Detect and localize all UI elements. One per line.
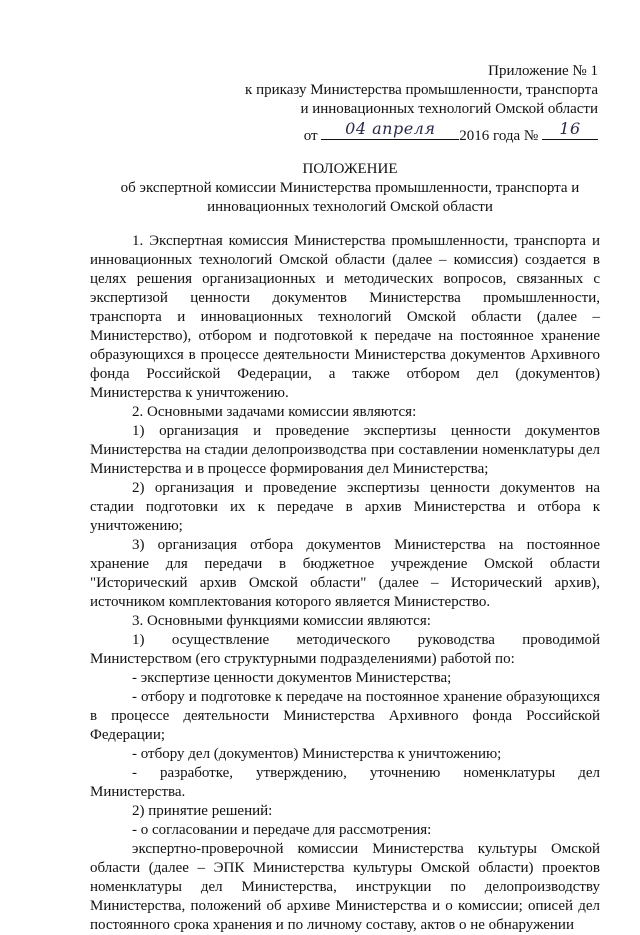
appendix-header — [218, 62, 598, 146]
order-reference-line-1: к приказу Министерства промышленности, транспорта — [245, 82, 598, 98]
order-reference-line-2: и инновационных технологий Омской области — [300, 101, 598, 117]
appendix-number: Приложение № 1 — [488, 63, 598, 79]
list-item-transfer: - отбору и подготовке к передаче на постоянное хранение образующихся в процессе деятельности Министерства Архивного фонда Российской Федерации; — [90, 689, 600, 743]
document-body — [90, 232, 600, 935]
paragraph-3: 3. Основными функциями комиссии являются: — [132, 613, 431, 629]
handwritten-date: 04 апреля — [345, 119, 436, 138]
paragraph-1: 1. Экспертная комиссия Министерства промышленности, транспорта и инновационных технологий Омской области (далее – комиссия) создается в целях решения организационных и методических вопросов, связанных с экспертизой ценности документов Министерства промышленности, транспорта и инновационных технологий Омской области (далее – Министерство), отбором и подготовкой к передаче на постоянное хранение образующихся в процессе деятельности Министерства документов Архивного фонда Российской Федерации, а также отбором дел (документов) Министерства к уничтожению. — [90, 233, 600, 401]
title-main: ПОЛОЖЕНИЕ — [302, 161, 398, 177]
date-blank — [321, 121, 459, 140]
paragraph-2: 2. Основными задачами комиссии являются: — [132, 404, 417, 420]
number-blank — [542, 121, 598, 140]
paragraph-2-2: 2) организация и проведение экспертизы ценности документов на стадии подготовки их к передаче в архив Министерства и отбора к уничтожению; — [90, 480, 600, 534]
paragraph-2-1: 1) организация и проведение экспертизы ценности документов Министерства на стадии делопроизводства при составлении номенклатуры дел Министерства и в процессе формирования дел Министерства; — [90, 423, 600, 477]
order-date-line — [218, 121, 598, 146]
date-suffix: 2016 года № — [459, 128, 539, 144]
document-title — [80, 160, 620, 217]
paragraph-3-2: 2) принятие решений: — [132, 803, 273, 819]
list-item-expertise: - экспертизе ценности документов Министерства; — [132, 670, 452, 686]
list-item-destruction: - отбору дел (документов) Министерства к уничтожению; — [132, 746, 502, 762]
title-sub-2: инновационных технологий Омской области — [207, 199, 493, 215]
handwritten-number: 16 — [559, 119, 581, 138]
title-sub-1: об экспертной комиссии Министерства промышленности, транспорта и — [120, 180, 580, 196]
paragraph-epk: экспертно-проверочной комиссии Министерства культуры Омской области (далее – ЭПК Министерства культуры Омской области) проектов номенклатуры дел Министерства, инструкции по делопроизводству Министерства, положений об архиве Министерства и о комиссии; описей дел постоянного срока хранения и по личному составу, актов о не обнаружении — [90, 841, 600, 933]
date-prefix: от — [303, 128, 318, 144]
paragraph-3-1: 1) осуществление методического руководства проводимой Министерством (его структурными подразделениями) работой по: — [90, 632, 600, 667]
list-item-approval: - о согласовании и передаче для рассмотрения: — [132, 822, 432, 838]
list-item-nomenclature: - разработке, утверждению, уточнению номенклатуры дел Министерства. — [90, 765, 600, 800]
paragraph-2-3: 3) организация отбора документов Министерства на постоянное хранение для передачи в бюджетное учреждение Омской области "Исторический архив Омской области" (далее – Исторический архив), источником комплектования которого является Министерство. — [90, 537, 600, 610]
